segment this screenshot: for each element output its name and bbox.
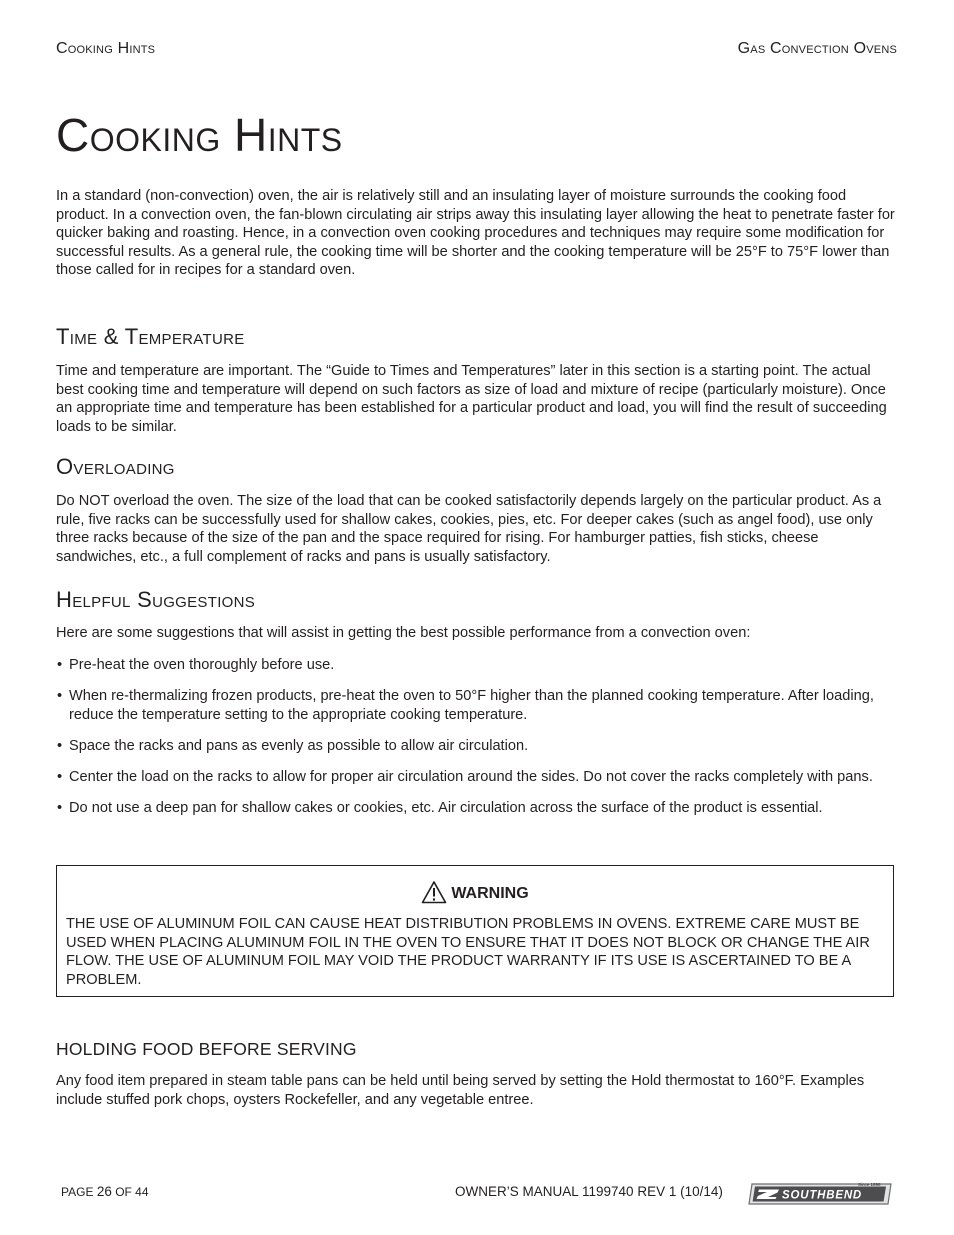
warning-triangle-icon [421, 880, 447, 904]
running-header [56, 40, 897, 58]
page-label: PAGE [61, 1185, 94, 1199]
holding-food-paragraph: Any food item prepared in steam table pans can be held until being served by setting the Hold thermostat to 160°F. Examples include stuffed pork chops, oysters Rockefeller, and any vegetable entree. [56, 1073, 865, 1108]
warning-title-row [57, 880, 893, 904]
holding-food-heading: HOLDING FOOD BEFORE SERVING [56, 1039, 357, 1059]
list-item: • Center the load on the racks to allow for proper air circulation around the sides. Do not cover the racks completely with pans. [56, 768, 898, 787]
suggestions-list [56, 656, 898, 831]
warning-box [56, 865, 894, 997]
list-item: • Space the racks and pans as evenly as possible to allow air circulation. [56, 737, 898, 756]
warning-title: WARNING [451, 885, 529, 902]
time-temperature-heading: Time & Temperature [56, 324, 245, 349]
southbend-logo [746, 1182, 894, 1206]
page-total: OF 44 [115, 1185, 149, 1199]
page-title: Cooking Hints [56, 109, 343, 161]
time-temperature-paragraph: Time and temperature are important. The “Guide to Times and Temperatures” later in this section is a starting point. The actual best cooking time and temperature will depend on such factors as size of load and mixture of recipe (particularly moisture). Once an appropriate time and temperature has been established for a particular product and load, you will find the result of succeeding loads to be similar. [56, 363, 887, 435]
warning-text: THE USE OF ALUMINUM FOIL CAN CAUSE HEAT DISTRIBUTION PROBLEMS IN OVENS. EXTREME CARE MUST BE USED WHEN PLACING ALUMINUM FOIL IN THE OVEN TO ENSURE THAT IT DOES NOT BLOCK OR CHANGE THE AIR FLOW. THE USE OF ALUMINUM FOIL MAY VOID THE PRODUCT WARRANTY IF ITS USE IS ASCERTAINED TO BE A PROBLEM. [66, 916, 870, 988]
list-item: • Do not use a deep pan for shallow cakes or cookies, etc. Air circulation across the surface of the product is essential. [56, 799, 898, 818]
logo-since: Since 1898 [858, 1182, 881, 1188]
manual-reference: OWNER’S MANUAL 1199740 REV 1 (10/14) [455, 1184, 723, 1199]
header-product-name: Gas Convection Ovens [737, 40, 897, 57]
helpful-suggestions-intro: Here are some suggestions that will assist in getting the best possible performance from a convection oven: [56, 625, 751, 641]
page-current: 26 [96, 1184, 112, 1199]
overloading-heading: Overloading [56, 454, 175, 479]
header-section-name: Cooking Hints [56, 40, 156, 57]
page-number [61, 1184, 149, 1199]
intro-paragraph: In a standard (non-convection) oven, the air is relatively still and an insulating layer of moisture surrounds the cooking food product. In a convection oven, the fan-blown circulating air strips away this insulating layer allowing the heat to penetrate faster for quicker baking and roasting. Hence, in a convection oven cooking procedures and techniques may require some modification for successful results. As a general rule, the cooking time will be shorter and the cooking temperature will be 25°F to 75°F lower than those called for in recipes for a standard oven. [56, 188, 895, 279]
helpful-suggestions-heading: Helpful Suggestions [56, 587, 256, 612]
list-item: • Pre-heat the oven thoroughly before use. [56, 656, 898, 675]
list-item: • When re-thermalizing frozen products, pre-heat the oven to 50°F higher than the planned cooking temperature. After loading, reduce the temperature setting to the appropriate cooking temperature. [56, 687, 898, 724]
overloading-paragraph: Do NOT overload the oven. The size of the load that can be cooked satisfactorily depends largely on the particular product. As a rule, five racks can be successfully used for shallow cakes, cookies, pies, etc. For deeper cakes (such as angel food), use only three racks because of the size of the pan and the space required for rising. For hamburger patties, fish sticks, cheese sandwiches, etc., a full complement of racks and pans is usually satisfactory. [56, 493, 882, 565]
logo-wordmark: SOUTHBEND [782, 1189, 863, 1202]
